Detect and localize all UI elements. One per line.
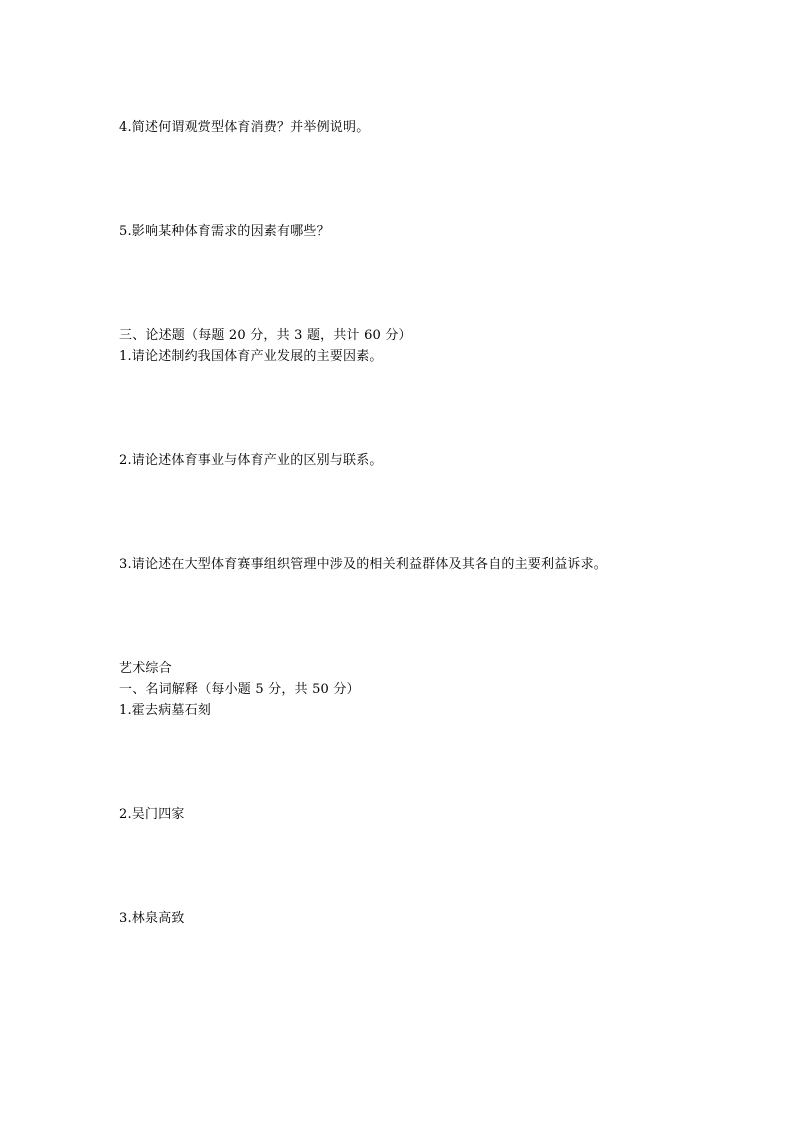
question-4-sports-consumption: 4.简述何谓观赏型体育消费？并举例说明。 (119, 120, 370, 135)
art-term-3: 3.林泉高致 (119, 911, 185, 926)
art-terms-heading: 一、名词解释（每小题 5 分，共 50 分） (119, 682, 360, 697)
art-term-2: 2.吴门四家 (119, 807, 185, 822)
essay-question-2: 2.请论述体育事业与体育产业的区别与联系。 (119, 453, 383, 468)
art-term-1: 1.霍去病墓石刻 (119, 703, 212, 718)
essay-question-1: 1.请论述制约我国体育产业发展的主要因素。 (119, 349, 383, 364)
essay-section-heading: 三、论述题（每题 20 分，共 3 题，共计 60 分） (119, 328, 412, 343)
question-5-sports-demand: 5.影响某种体育需求的因素有哪些？ (119, 224, 330, 239)
essay-question-3: 3.请论述在大型体育赛事组织管理中涉及的相关利益群体及其各自的主要利益诉求。 (119, 557, 608, 572)
art-section-title: 艺术综合 (119, 661, 172, 676)
